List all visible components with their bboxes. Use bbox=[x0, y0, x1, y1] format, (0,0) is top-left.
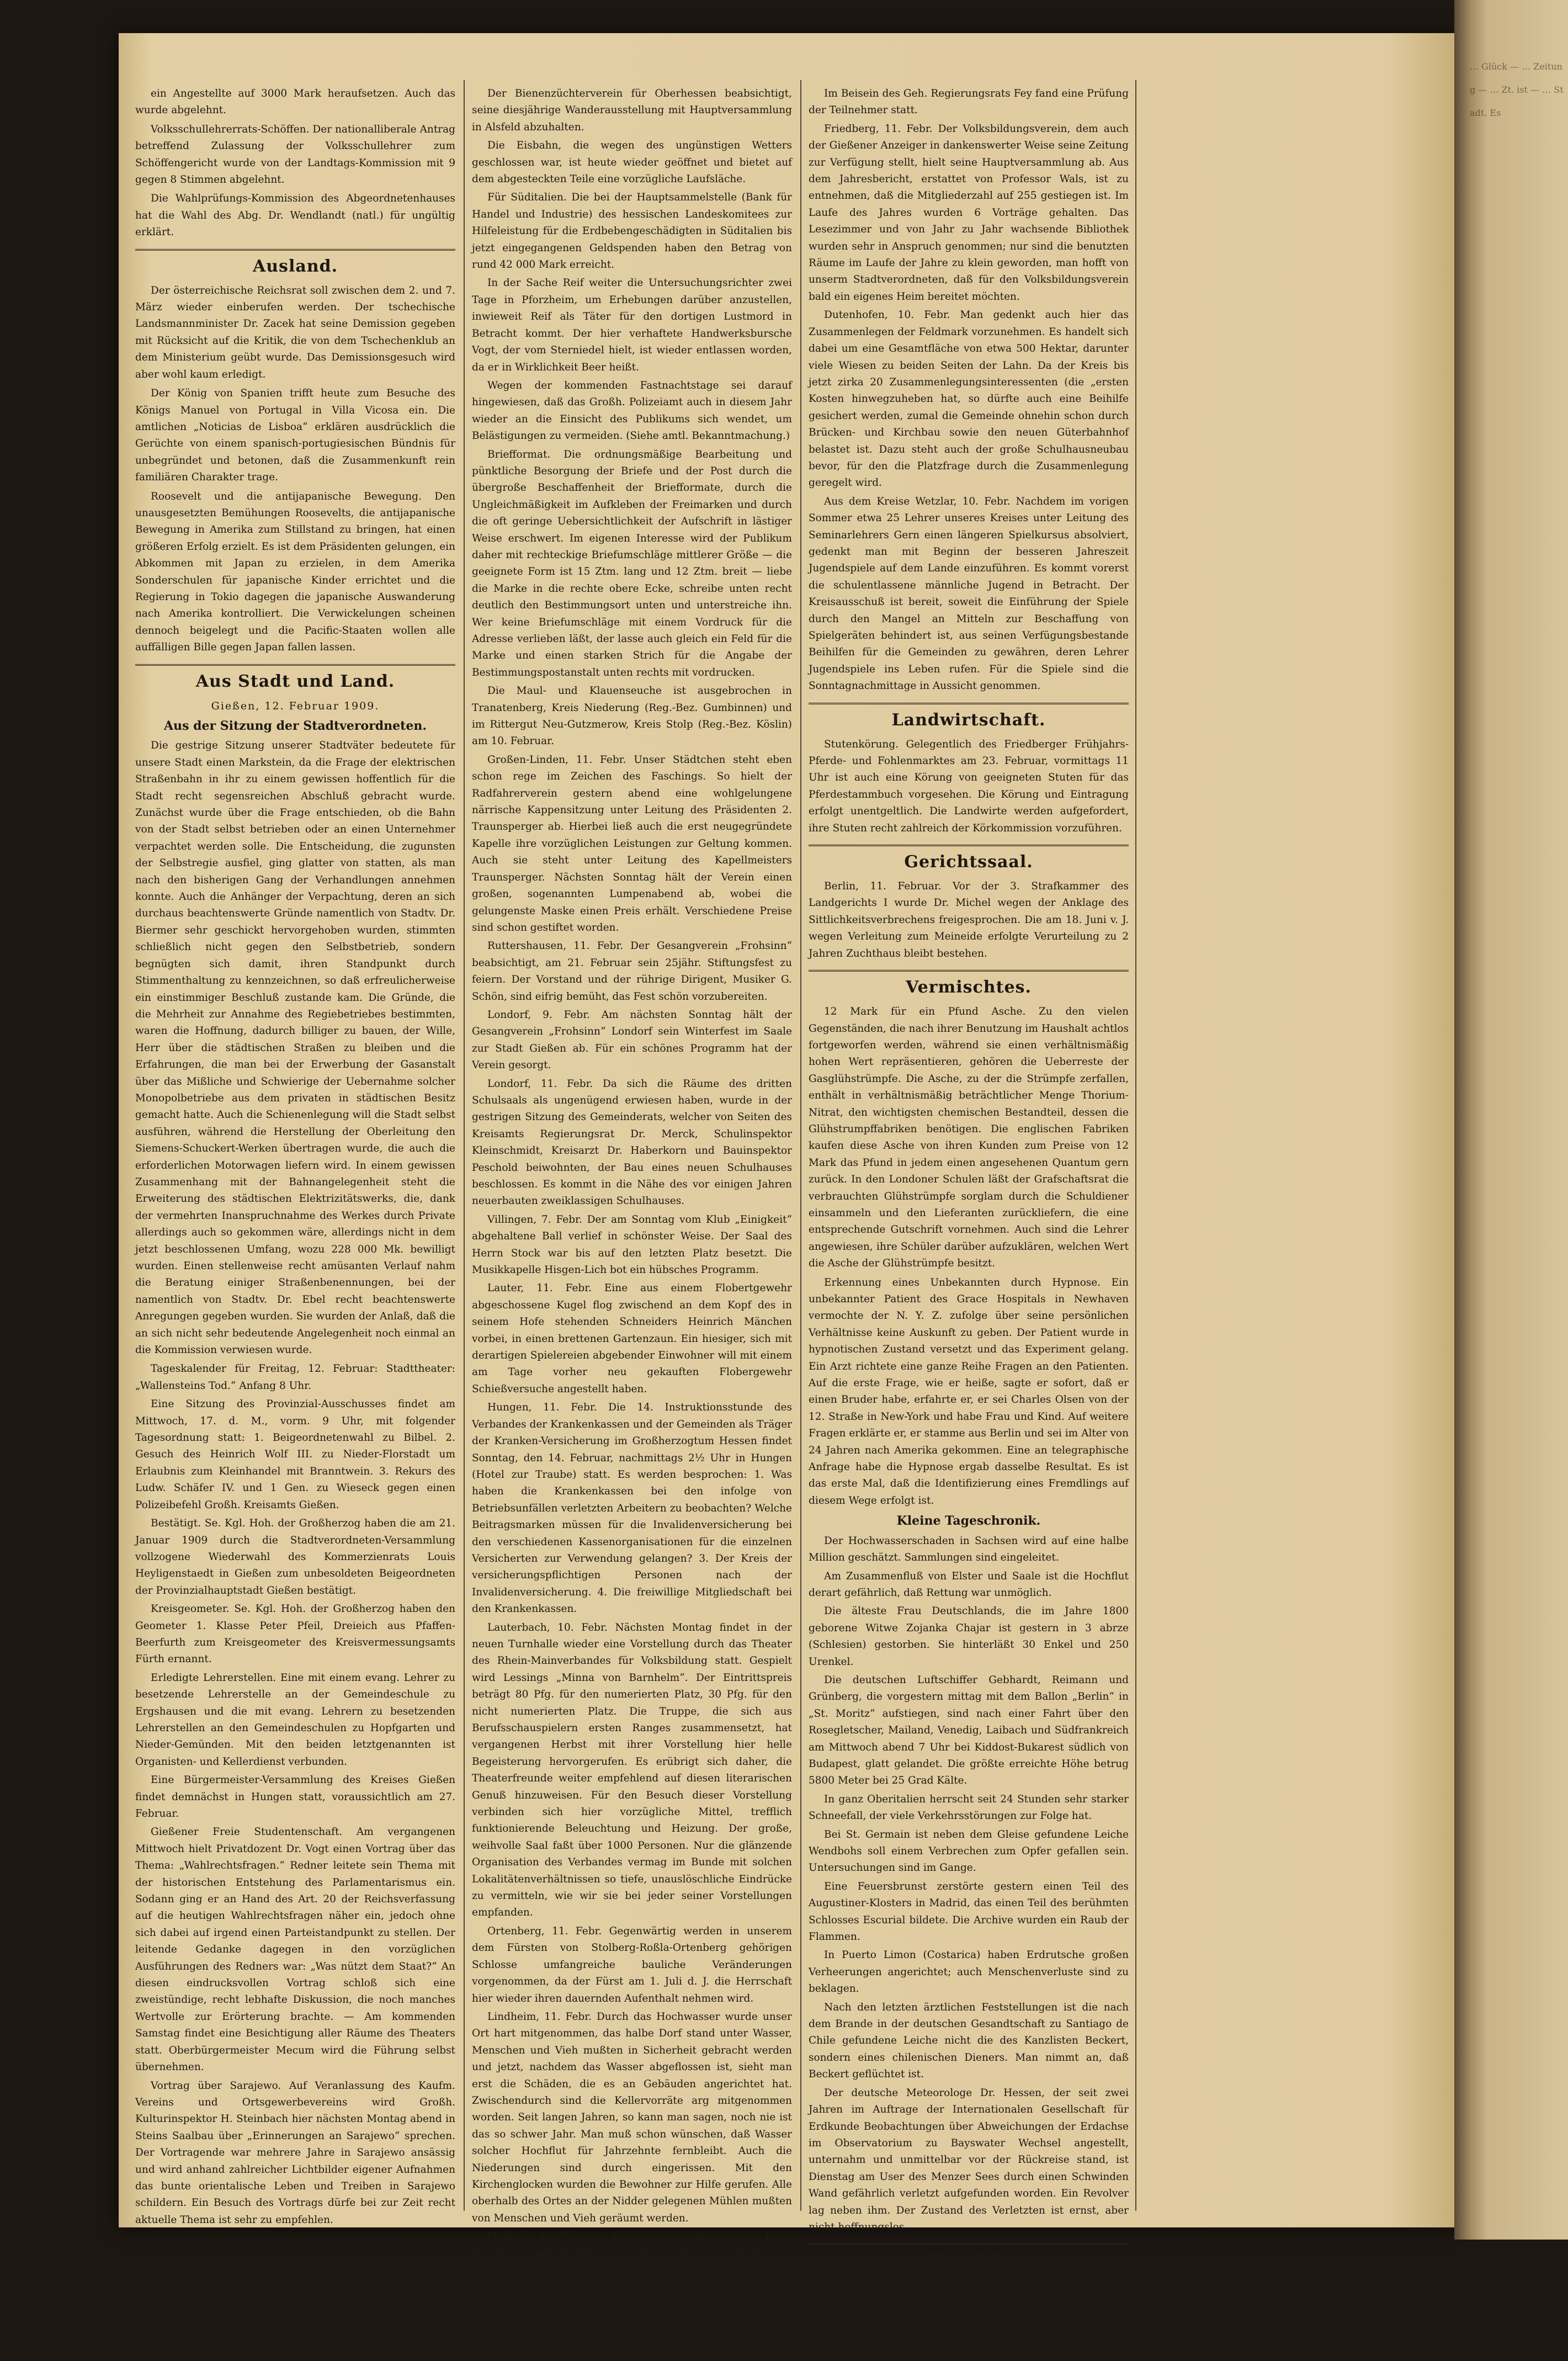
chronicle-item: Die deutschen Luftschiffer Gebhardt, Reimann und Grünberg, die vorgestern mittag mit dem Ballon „Berlin“ in „St. Moritz“ aufstiegen, sind nach einer Fahrt über den Rosegletscher, Mailand, Venedig, Laibach und Südfrankreich am Mittwoch abend 7 Uhr bei Kiddost-Bukarest südlich von Budapest, glatt gelandet. Die größte erreichte Höhe betrug 5800 Meter bei 25 Grad Kälte. bbox=[809, 1674, 1129, 1787]
news-item: Lauter, 11. Febr. Eine aus einem Flobertgewehr abgeschossene Kugel flog zwischend an dem Kopf des in seinem Hofe stehenden Schneiders Heinrich Mänchen vorbei, in einen brettenen Gartenzaun. Ein hiesiger, sich mit derartigen Spielereien abgebender Einwohner will mit einem am Tage vorher neu gekauften Flobergewehr Schießversuche angestellt haben. bbox=[472, 1282, 792, 1395]
news-item: Ruttershausen, 11. Febr. Der Gesangverein „Frohsinn“ beabsichtigt, am 21. Februar sein 25jähr. Stiftungsfest zu feiern. Der Vorstand und der rührige Dirigent, Musiker G. Schön, sind eifrig bemüht, das Fest schön vorzubereiten. bbox=[472, 940, 792, 1002]
news-item: Friedberg, 11. Febr. Der Volksbildungsverein, dem auch der Gießener Anzeiger in dankenswerter Weise seine Zeitung zur Verfügung stellt, hielt seine Hauptversammlung ab. Aus dem Jahresbericht, erstattet von Professor Wals, ist zu entnehmen, daß die Mitgliederzahl auf 255 gestiegen ist. Im Laufe des Jahres wurden 6 Vorträge gehalten. Das Lesezimmer und von Jahr zu Jahr wachsende Bibliothek wurden sehr in Anspruch genommen; nur sind die benutzten Räume im Laufe der Jahre zu klein geworden, man hofft von unserm Stadtverordneten, daß für den Volksbildungsverein bald ein eigenes Heim bereitet möchten. bbox=[809, 123, 1129, 303]
facing-page-edge bbox=[1454, 0, 1568, 2240]
news-item: Wegen der kommenden Fastnachtstage sei darauf hingewiesen, daß das Großh. Polizeiamt auch in diesem Jahr wieder an die Einsicht des Publikums sich wendet, um Belästigungen zu vermeiden. (Siehe amtl. Bekanntmachung.) bbox=[472, 379, 792, 442]
dateline: Gießen, 12. Februar 1909. bbox=[211, 699, 380, 712]
notice: Tageskalender für Freitag, 12. Februar: Stadttheater: „Wallensteins Tod.“ Anfang 8 Uhr. bbox=[135, 1363, 455, 1392]
paragraph: Roosevelt und die antijapanische Bewegung. Den unausgesetzten Bemühungen Roosevelts, die antijapanische Bewegung in Amerika zum Stillstand zu bringen, hat einen größeren Erfolg erzielt. Es ist dem Präsidenten gelungen, ein Abkommen mit Japan zu erzielen, in dem Amerika Sonderschulen für japanische Kinder errichtet und die Regierung in Tokio dagegen die japanische Auswanderung nach Amerika kontrolliert. Die Verwickelungen scheinen dennoch beigelegt und die Pacific-Staaten wollen alle auffälligen Bille gegen Japan fallen lassen. bbox=[135, 490, 455, 654]
news-item: In der Sache Reif weiter die Untersuchungsrichter zwei Tage in Pforzheim, um Erhebungen darüber anzustellen, inwieweit Reif als Täter für den dortigen Lustmord in Betracht kommt. Der hier verhaftete Handwerksbursche Vogt, der vom Sterniedel hielt, ist wieder entlassen worden, da er in Wirklichkeit Beer heißt. bbox=[472, 277, 792, 373]
paragraph: Erkennung eines Unbekannten durch Hypnose. Ein unbekannter Patient des Grace Hospitals in Newhaven vermochte der N. Y. Z. zufolge über seine persönlichen Verhältnisse keine Auskunft zu geben. Der Patient wurde in hypnotischen Zustand versetzt und das Experiment gelang. Ein Arzt richtete eine ganze Reihe Fragen an den Patienten. Auf die erste Frage, wie er heiße, sagte er sofort, daß er einen Bruder habe, erfahrte er, er sei Charles Olsen von der 12. Straße in New-York und habe Frau und Kind. Auf weitere Fragen erklärte er, er stamme aus Berlin und sei im Alter von 24 Jahren nach Amerika gekommen. Eine an telegraphische Anfrage habe die Hypnose ergab dasselbe Resultat. Es ist das erste Mal, daß die Identifizierung eines Fremdlings auf diesem Wege erfolgt ist. bbox=[809, 1276, 1129, 1506]
notice: Vortrag über Sarajewo. Auf Veranlassung des Kaufm. Vereins und Ortsgewerbevereins wird Großh. Kulturinspektor H. Steinbach hier nächsten Montag abend in Steins Saalbau über „Erinnerungen an Sarajewo“ sprechen. Der Vortragende war mehrere Jahre in Sarajewo ansässig und wird anhand zahlreicher Lichtbilder eigener Aufnahmen das bunte orientalische Leben und Treiben in Sarajewo schildern. Ein Besuch des Vortrags dürfe bei zur Zeit recht aktuelle Thema ist sehr zu empfehlen. bbox=[135, 2079, 455, 2226]
section-heading-vermischtes: Vermischtes. bbox=[809, 970, 1129, 1000]
column-rule bbox=[464, 80, 465, 2211]
section-heading-local: Aus Stadt und Land. bbox=[135, 664, 455, 694]
paragraph: Die gestrige Sitzung unserer Stadtväter bedeutete für unsere Stadt einen Markstein, da die Frage der elektrischen Straßenbahn in ihr zu einem gewissen hoffentlich für die Stadt recht segensreichen Abschluß gebracht wurde. Zunächst wurde über die Frage entschieden, ob die Bahn von der Stadt selbst betrieben oder an einen Unternehmer verpachtet werden solle. Die Entscheidung, die zugunsten der Selbstregie ausfiel, ging glatter von statten, als man nach den bisherigen Gang der Verhandlungen annehmen konnte. Auch die Anhänger der Verpachtung, deren an sich durchaus beachtenswerte Gründe namentlich von Stadtv. Dr. Biermer sehr geschickt hervorgehoben wurden, stimmten schließlich nicht gegen den Selbstbetrieb, sondern begnügten sich damit, ihren Standpunkt durch Stimmenthaltung zu kennzeichnen, so daß erfreulicherweise ein einstimmiger Beschluß zustande kam. Die Gründe, die die Mehrheit zur Annahme des Regiebetriebes bestimmten, waren die Hoffnung, dadurch billiger zu bauen, der Wille, Herr über die städtischen Straßen zu bleiben und die Erfahrungen, die man bei der Erwerbung der Gasanstalt über das Mißliche und Schwierige der Uebernahme solcher Monopolbetriebe aus dem privaten in städtischen Besitz gemacht hatte. Auch die Schienenlegung will die Stadt selbst ausführen, während die Herstellung der Oberleitung den Siemens-Schuckert-Werken übertragen wurde, die auch die erforderlichen Motorwagen liefern wird. In einem gewissen Zusammenhang mit der Bahnangelegenheit steht die Erweiterung des städtischen Elektrizitätswerks, die, dank der vermehrten Inanspruchnahme des Werkes durch Private allerdings auch so gekommen wäre, allerdings nicht in dem jetzt beschlossenen Umfang, wozu 228 000 Mk. bewilligt wurden. Einen stellenweise recht amüsanten Verlauf nahm die Beratung einiger Straßenbenennungen, bei der namentlich von Stadtv. Dr. Ebel recht beachtenswerte Anregungen gegeben wurden. Sie wurden der Anlaß, daß die an sich nicht sehr bedeutende Angelegenheit noch einmal an die Kommission verwiesen wurde. bbox=[135, 740, 455, 1356]
news-item: Der Bienenzüchterverein für Oberhessen beabsichtigt, seine diesjährige Wanderausstellung mit Hauptversammlung in Alsfeld abzuhalten. bbox=[472, 88, 792, 133]
section-heading-ausland: Ausland. bbox=[135, 249, 455, 279]
chronicle-item: In Puerto Limon (Costarica) haben Erdrutsche großen Verheerungen angerichtet; auch Menschenverluste sind zu beklagen. bbox=[809, 1949, 1129, 1995]
notice: Eine Bürgermeister-Versammlung des Kreises Gießen findet demnächst in Hungen statt, voraussichtlich am 27. Februar. bbox=[135, 1774, 455, 1819]
section-heading-gerichtssaal: Gerichtssaal. bbox=[809, 845, 1129, 875]
notice: Eine Sitzung des Provinzial-Ausschusses findet am Mittwoch, 17. d. M., vorm. 9 Uhr, mit folgender Tagesordnung statt: 1. Beigeordnetenwahl zu Bilbel. 2. Gesuch des Heinrich Wolf III. zu Nieder-Florstadt um Erlaubnis zum Kleinhandel mit Branntwein. 3. Rekurs des Ludw. Schäfer IV. und 1 Gen. zu Wieseck gegen einen Polizeibefehl Großh. Kreisamts Gießen. bbox=[135, 1398, 455, 1511]
newspaper-page bbox=[119, 33, 1454, 2358]
chronicle-item: Eine Feuersbrunst zerstörte gestern einen Teil des Augustiner-Klosters in Madrid, das einen Teil des berühmten Schlosses Escurial bildete. Die Archive wurden ein Raub der Flammen. bbox=[809, 1880, 1129, 1943]
chronicle-list bbox=[809, 1533, 1129, 2236]
paragraph: Stutenkörung. Gelegentlich des Friedberger Frühjahrs-Pferde- und Fohlenmarktes am 23. Februar, vormittags 11 Uhr ist auch eine Körung von geeigneten Stuten für das Pferdestammbuch vorgesehen. Die Körung und Eintragung erfolgt unentgeltlich. Die Landwirte werden aufgefordert, ihre Stuten recht zahlreich der Körkommission vorzuführen. bbox=[809, 738, 1129, 834]
news-item: Dutenhofen, 10. Febr. Man gedenkt auch hier das Zusammenlegen der Feldmark vorzunehmen. Es handelt sich dabei um eine Gesamtfläche von etwa 500 Hektar, darunter viele Wiesen zu beiden Seiten der Lahn. Da der Kreis bis jetzt zirka 20 Zusammenlegungsinteressenten (die „ersten Kosten hinwegzuheben hat, so dürfte auch eine Beihilfe gesichert werden, zumal die Gemeinde ohnehin schon durch Brücken- und Kirchbau sowie den neuen Güterbahnhof belastet ist. Dazu steht auch der große Schulhausneubau bevor, für den die Platzfrage durch die Zusammenlegung geregelt wird. bbox=[809, 309, 1129, 489]
news-item: Villingen, 7. Febr. Der am Sonntag vom Klub „Einigkeit“ abgehaltene Ball verlief in schönster Weise. Der Saal des Herrn Stock war bis auf den letzten Platz besetzt. Die Musikkapelle Hisgen-Lich bot ein hübsches Programm. bbox=[472, 1213, 792, 1276]
section-heading-landwirtschaft: Landwirtschaft. bbox=[809, 703, 1129, 733]
intro-section bbox=[135, 86, 455, 241]
ausland-section bbox=[135, 283, 455, 656]
news-item: Die Maul- und Klauenseuche ist ausgebrochen in Tranatenberg, Kreis Niederung (Reg.-Bez. Gumbinnen) und im Rittergut Neu-Gutzmerow, Kreis Stolp (Reg.-Bez. Köslin) am 10. Februar. bbox=[472, 685, 792, 747]
paragraph: ein Angestellte auf 3000 Mark heraufsetzen. Auch das wurde abgelehnt. bbox=[135, 88, 455, 116]
notice: Erledigte Lehrerstellen. Eine mit einem evang. Lehrer zu besetzende Lehrerstelle an der Gemeindeschule zu Ergshausen und die mit evang. Lehrern zu besetzenden Lehrerstellen an den Gemeindeschulen zu Hopfgarten und Nieder-Gemünden. Mit den beiden letztgenannten ist Organisten- und Kellerdienst verbunden. bbox=[135, 1672, 455, 1768]
column-rule bbox=[1135, 80, 1136, 2211]
paragraph: Mannheim, 11. Febr. Am 9. Februar d. J. fand auf Einladung und unter Vorsitz der Rheinischen Kreditbank eine Versammlung der hiesigen größeren Bankinstitute statt, bei welcher die Süddeutsche Diskontogesellschaft, die Pfälzische Bank, die Ba- bbox=[809, 2279, 1129, 2358]
column-3 bbox=[809, 86, 1129, 2358]
chronicle-item: Die älteste Frau Deutschlands, die im Jahre 1800 geborene Witwe Zojanka Chajar ist gestern in 3 abrze (Schlesien) gestorben. Sie hinterläßt 30 Enkel und 250 Urenkel. bbox=[809, 1605, 1129, 1668]
news-item: Londorf, 9. Febr. Am nächsten Sonntag hält der Gesangverein „Frohsinn“ Londorf sein Winterfest im Saale zur Stadt Gießen ab. Für ein schönes Programm hat der Verein gesorgt. bbox=[472, 1009, 792, 1071]
news-item: Briefformat. Die ordnungsmäßige Bearbeitung und pünktliche Besorgung der Briefe und der Post durch die übergroße Beschaffenheit der Briefformate, durch die Ungleichmäßigkeit im Aufkleben der Freimarken und durch die oft geringe Uebersichtlichkeit der Aufschrift in lästiger Weise erschwert. Im eigenen Interesse wird der Publikum daher mit rechteckige Briefumschläge mittlerer Größe — die geeignete Form ist 15 Ztm. lang und 12 Ztm. breit — liebe die Marke in die rechte obere Ecke, schreibe unten recht deutlich den Bestimmungsort unten und unterstreiche ihn. Wer keine Briefumschläge mit einem Vordruck für die Adresse verlieben läßt, der lasse auch gleich ein Feld für die Marke und einen starken Strich für die Angabe der Bestimmungspostanstalt unten rechts mit vordrucken. bbox=[472, 448, 792, 678]
news-item: Lindheim, 11. Febr. Durch das Hochwasser wurde unser Ort hart mitgenommen, das halbe Dorf stand unter Wasser, Menschen und Vieh mußten in Sicherheit gebracht werden und jetzt, nachdem das Wasser abgeflossen ist, sieht man erst die Schäden, die es an Gebäuden angerichtet hat. Zwischendurch sind die Kellervorräte arg mitgenommen worden. Seit langen Jahren, so kann man sagen, noch nie ist das so schwer Jahr. Man muß schon wünschen, daß Wasser solcher Hochflut für Jahrzehnte fernbleibt. Auch die Niederungen sind durch eingerissen. Mit den Kirchenglocken wurden die Bewohner zur Hilfe gerufen. Alle oberhalb des Ortes an der Nidder gelegenen Mühlen mußten von Menschen und Vieh geräumt werden. bbox=[472, 2010, 792, 2224]
column-rule bbox=[800, 80, 801, 2211]
news-item: Hungen, 11. Febr. Die 14. Instruktionsstunde des Verbandes der Krankenkassen und der Gemeinden als Träger der Kranken-Versicherung im Großherzogtum Hessen findet Sonntag, den 14. Februar, nachmittags 2½ Uhr in Hungen (Hotel zur Traube) statt. Es werden besprochen: 1. Was haben die Krankenkassen bei den infolge von Betriebsunfällen verletzten Arbeitern zu beobachten? Welche Beitragsmarken müssen für die Invalidenversicherung bei den verschiedenen Kassenorganisationen für die einzelnen Versicherten zur Verwendung gelangen? 3. Der Kreis der versicherungspflichtigen Personen nach der Invalidenversicherung. 4. Die freiwillige Mitgliedschaft bei den Krankenkassen. bbox=[472, 1402, 792, 1615]
paragraph: Volksschullehrerrats-Schöffen. Der nationalliberale Antrag betreffend Zulassung der Volksschullehrer zum Schöffengericht wurde von der Landtags-Kommission mit 9 gegen 8 Stimmen abgelehnt. bbox=[135, 123, 455, 186]
paragraph: Berlin, 11. Februar. Vor der 3. Strafkammer des Landgerichts I wurde Dr. Michel wegen der Anklage des Sittlichkeitsverbrechens freigesprochen. Die am 18. Juni v. J. wegen Verleitung zum Meineide erfolgte Verurteilung zu 2 Jahren Zuchthaus bleibt bestehen. bbox=[809, 880, 1129, 959]
regional-news-list bbox=[809, 86, 1129, 695]
column-2 bbox=[472, 86, 792, 2293]
notice: Gießener Freie Studentenschaft. Am vergangenen Mittwoch hielt Privatdozent Dr. Vogt einen Vortrag über das Thema: „Wahlrechtsfragen.“ Redner leitete sein Thema mit der historischen Entstehung des Parlamentarismus ein. Sodann ging er an Hand des Art. 20 der Reichsverfassung auf die heutigen Wahlrechtsfragen näher ein, jedoch ohne sich dabei auf irgend einen Parteistandpunkt zu stellen. Der leitende Gedanke dagegen in den vorzüglichen Ausführungen des Redners war: „Was nützt dem Staat?“ An diesen eindrucksvollen Vortrag schloß sich eine zweistündige, recht lebhafte Diskussion, die noch manches Wertvolle zur Erörterung brachte. — Am kommenden Samstag findet eine Besichtigung aller Räume des Theaters statt. Oberbürgermeister Mecum wird die Führung selbst übernehmen. bbox=[135, 1826, 455, 2073]
paragraph: Der König von Spanien trifft heute zum Besuche des Königs Manuel von Portugal in Villa Vicosa ein. Die amtlichen „Noticias de Lisboa“ erklären ausdrücklich die Gerüchte von einem spanisch-portugiesischen Bündnis für unbegründet und betonen, daß die Zusammenkunft rein familiären Charakter trage. bbox=[135, 388, 455, 484]
news-item: Melbach, 11. Febr. Die Haushaltungsschule für den Kreis Friedberg veranstaltete hier einen sechswöchigen Kursus, der sehr gut besucht war. Neben der Lehrerin unterrichtete Dr. Skriba-Södel über Krankenpflege. bbox=[472, 2231, 792, 2293]
section-heading-handel: Handel. bbox=[809, 2243, 1129, 2274]
chronicle-item: In ganz Oberitalien herrscht seit 24 Stunden sehr starker Schneefall, der viele Verkehrsstörungen zur Folge hat. bbox=[809, 1793, 1129, 1822]
paragraph: Der österreichische Reichsrat soll zwischen dem 2. und 7. März wieder einberufen werden. Der tschechische Landsmannminister Dr. Zacek hat seine Demission gegeben mit Rücksicht auf die Kritik, die von dem Tschechenklub an dem Ministerium geübt wurde. Das Demissionsgesuch wird aber wohl kaum erledigt. bbox=[135, 284, 455, 380]
facing-page-fragments: … Glück — … Zeitung — … Zt. ist — … Stadt. Es bbox=[1470, 61, 1564, 118]
paragraph: 12 Mark für ein Pfund Asche. Zu den vielen Gegenständen, die nach ihrer Benutzung im Haushalt achtlos fortgeworfen werden, während sie einen verhältnismäßig hohen Wert repräsentieren, gehören die Ueberreste der Gasglühstrümpfe. Die Asche, zu der die Strümpfe zerfallen, enthält in verhältnismäßig beträchtlicher Menge Thorium-Nitrat, den wichtigsten chemischen Bestandteil, dessen die Glühstrumpffabriken benötigen. Die englischen Fabriken kaufen diese Asche von ihren Kunden zum Preise von 12 Mark das Pfund in jedem einen angesehenen Quantum gern zurück. In den Londoner Schulen läßt der Grafschaftsrat die verbrauchten Glühstrümpfe sorglam durch die Schuldiener einsammeln und den Lieferanten zurückliefern, die eine entsprechende Gutschrift vornehmen. Auch sind die Lehrer angewiesen, ihre Schüler darüber aufzuklären, welchen Wert die Asche der Glühstrümpfe besitzt. bbox=[809, 1006, 1129, 1270]
chronicle-item: Der Hochwasserschaden in Sachsen wird auf eine halbe Million geschätzt. Sammlungen sind eingeleitet. bbox=[809, 1535, 1129, 1564]
news-item: Lauterbach, 10. Febr. Nächsten Montag findet in der neuen Turnhalle wieder eine Vorstellung durch das Theater des Rhein-Mainverbandes für Volksbildung statt. Gespielt wird Lessings „Minna von Barnhelm“. Der Eintrittspreis beträgt 80 Pfg. für den numerierten Platz, 30 Pfg. für den nicht numerierten Platz. Die Truppe, die sich aus Berufsschauspielern ersten Ranges zusammensetzt, hat vergangenen Herbst mit ihrer Vorstellung hier helle Begeisterung hervorgerufen. Es erübrigt sich daher, die Theaterfreunde weiter empfehlend auf diesen literarischen Genuß hinzuweisen. Für den Besuch dieser Vorstellung verbinden sich hier vorzügliche Mittel, trefflich funktionierende Beleuchtung und Heizung. Der große, weihvolle Saal faßt über 1000 Personen. Nur die glänzende Organisation des Verbandes vermag im Bunde mit solchen Lokalitätenverhältnissen so tiefe, unauslöschliche Eindrücke zu vermitteln, wie wir sie bei jeder seiner Vorstellungen empfanden. bbox=[472, 1621, 792, 1919]
council-subheading: Aus der Sitzung der Stadtverordneten. bbox=[164, 719, 427, 733]
news-item: Ortenberg, 11. Febr. Gegenwärtig werden in unserem dem Fürsten von Stolberg-Roßla-Ortenberg gehörigen Schlosse umfangreiche bauliche Veränderungen vorgenommen, da der Fürst am 1. Juli d. J. die Herrschaft hier wieder ihren dauernden Aufenthalt nehmen wird. bbox=[472, 1925, 792, 2004]
chronicle-item: Nach den letzten ärztlichen Feststellungen ist die nach dem Brande in der deutschen Gesandtschaft zu Santiago de Chile gefundene Leiche nicht die des Kanzlisten Beckert, sondern eines chilenischen Dieners. Man nimmt an, daß Beckert geflüchtet ist. bbox=[809, 2001, 1129, 2081]
local-news-list bbox=[472, 86, 792, 2296]
news-item: Aus dem Kreise Wetzlar, 10. Febr. Nachdem im vorigen Sommer etwa 25 Lehrer unseres Kreises unter Leitung des Seminarlehrers Gern einen längeren Spielkursus absolviert, gedenkt man mit Beginn der besseren Jahreszeit Jugendspiele auf dem Lande einzuführen. Es kommt vorerst die schulentlassene männliche Jugend in Betracht. Der Kreisausschuß ist bereit, soweit die Einführung der Spiele durch den Mangel an Mitteln zur Beschaffung von Spielgeräten behindert ist, aus seinen Verfügungsbestande Beihilfen für die Gemeinden zu gewähren, deren Lehrer Jugendspiele ins Leben rufen. Für die Spiele sind die Sonntagnachmittage in Aussicht genommen. bbox=[809, 495, 1129, 692]
notice: Kreisgeometer. Se. Kgl. Hoh. der Großherzog haben den Geometer 1. Klasse Peter Pfeil, Dreieich aus Pfaffen-Beerfurth zum Kreisgeometer des Kreisvermessungsamts Fürth ernannt. bbox=[135, 1603, 455, 1665]
news-item: Für Süditalien. Die bei der Hauptsammelstelle (Bank für Handel und Industrie) des hessischen Landeskomitees zur Hilfeleistung für die Erdbebengeschädigten in Süditalien bis jetzt eingegangenen Geldspenden haben den Betrag von rund 42 000 Mark erreicht. bbox=[472, 192, 792, 271]
chronicle-item: Bei St. Germain ist neben dem Gleise gefundene Leiche Wendbohs soll einem Verbrechen zum Opfer gefallen sein. Untersuchungen sind im Gange. bbox=[809, 1828, 1129, 1874]
news-item: Die Eisbahn, die wegen des ungünstigen Wetters geschlossen war, ist heute wieder geöffnet und bietet auf dem abgesteckten Teile eine vorzügliche Laufsläche. bbox=[472, 140, 792, 185]
news-item: Im Beisein des Geh. Regierungsrats Fey fand eine Prüfung der Teilnehmer statt. bbox=[809, 88, 1129, 116]
column-1 bbox=[135, 86, 455, 2226]
chronicle-item: Der deutsche Meteorologe Dr. Hessen, der seit zwei Jahren im Auftrage der Internationalen Gesellschaft für Erdkunde Beobachtungen über Abweichungen der Erdachse im Observatorium zu Bayswater Wechsel angestellt, unternahm und unmittelbar vor der Rückreise stand, ist Dienstag am User des Menzer Sees durch einen Schwinden Wand gefährlich verletzt aufgefunden worden. Ein Revolver lag neben ihm. Der Zustand des Verletzten ist ernst, aber nicht hoffnungslos. bbox=[809, 2087, 1129, 2233]
news-item: Londorf, 11. Febr. Da sich die Räume des dritten Schulsaals als ungenügend erwiesen haben, wurde in der gestrigen Sitzung des Gemeinderats, welcher von Seiten des Kreisamts Regierungsrat Dr. Merck, Schulinspektor Kleinschmidt, Kreisarzt Dr. Haberkorn und Bauinspektor Peschold beiwohnten, der Bau eines neuen Schulhauses beschlossen. Es kommt in die Nähe des vor einigen Jahren neuerbauten zweiklassigen Schulhauses. bbox=[472, 1078, 792, 1207]
section-heading-kleine-tageschronik: Kleine Tageschronik. bbox=[896, 1514, 1041, 1529]
notice: Bestätigt. Se. Kgl. Hoh. der Großherzog haben die am 21. Januar 1909 durch die Stadtverordneten-Versammlung vollzogene Wiederwahl des Kommerzienrats Louis Heyligenstaedt in Gießen zum unbesoldeten Beigeordneten der Provinzialhauptstadt Gießen bestätigt. bbox=[135, 1518, 455, 1596]
chronicle-item: Am Zusammenfluß von Elster und Saale ist die Hochflut derart gefährlich, daß Rettung war unmöglich. bbox=[809, 1570, 1129, 1599]
paragraph: Die Wahlprüfungs-Kommission des Abgeordnetenhauses hat die Wahl des Abg. Dr. Wendlandt (natl.) für ungültig erklärt. bbox=[135, 193, 455, 238]
news-item: Großen-Linden, 11. Febr. Unser Städtchen steht eben schon rege im Zeichen des Faschings. So hielt der Radfahrerverein gestern abend eine wohlgelungene närrische Kappensitzung unter Leitung des Präsidenten 2. Traunsperger ab. Hierbei ließ auch die erst neugegründete Kapelle ihre vorzüglichen Leistungen zur Geltung kommen. Auch sie steht unter Leitung des Kapellmeisters Traunsperger. Nächsten Sonntag hält der Verein einen großen, sogenannten Lumpenabend ab, wobei die gelungenste Maske einen Preis erhält. Verschiedene Preise sind schon gestiftet worden. bbox=[472, 754, 792, 933]
notices-list bbox=[135, 1361, 455, 2229]
